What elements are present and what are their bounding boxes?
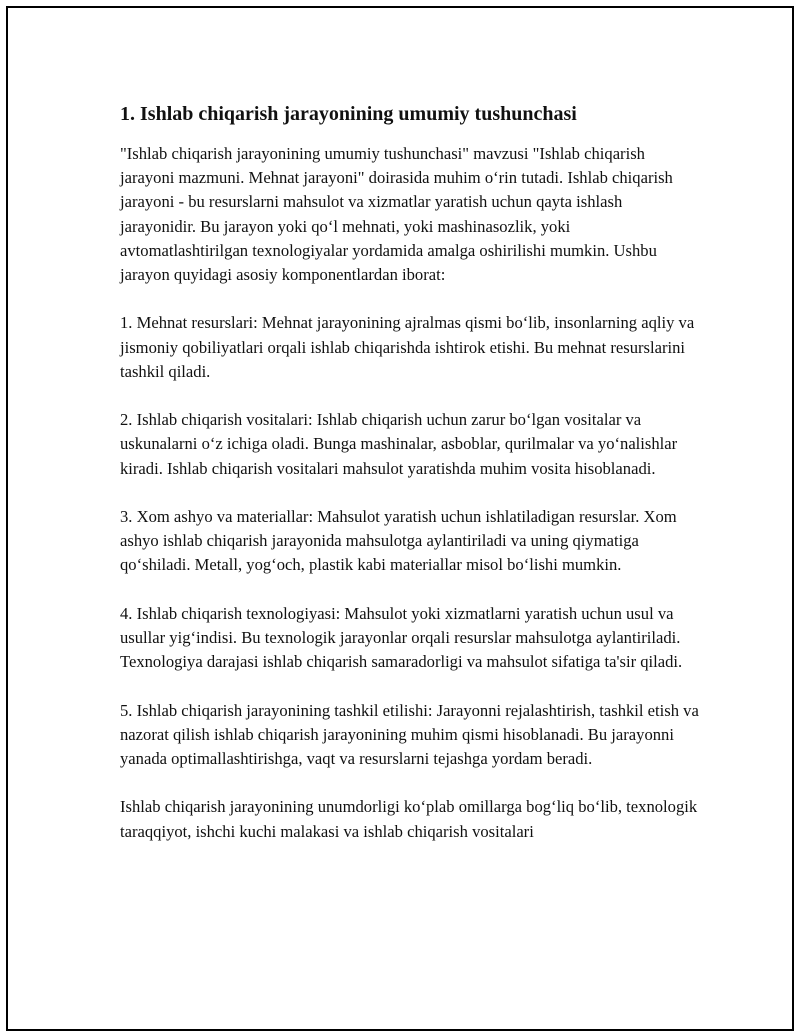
list-item-labor-resources: 1. Mehnat resurslari: Mehnat jarayonining ajralmas qismi bo‘lib, insonlarning aqliy va jismoniy qobiliyatlari orqali ishlab chiqarishda ishtirok etishi. Bu mehnat resurslarini tashkil qiladi. xyxy=(120,313,695,381)
page-frame xyxy=(6,6,794,1031)
document-body xyxy=(120,100,700,868)
list-item-process-organization: 5. Ishlab chiqarish jarayonining tashkil etilishi: Jarayonni rejalashtirish, tashkil etish va nazorat qilish ishlab chiqarish jarayonining muhim qismi hisoblanadi. Bu jarayonni yanada optimallashtirishga, vaqt va resurslarni tejashga yordam beradi. xyxy=(120,700,699,768)
intro-paragraph: "Ishlab chiqarish jarayonining umumiy tushunchasi" mavzusi "Ishlab chiqarish jarayoni mazmuni. Mehnat jarayoni" doirasida muhim o‘rin tutadi. Ishlab chiqarish jarayoni - bu resurslarni mahsulot va xizmatlar yaratish uchun qayta ishlash jarayonidir. Bu jarayon yoki qo‘l mehnati, yoki mashinasozlik, yoki avtomatlashtirilgan texnologiyalar yordamida amalga oshirilishi mumkin. Ushbu jarayon quyidagi asosiy komponentlardan iborat: xyxy=(120,144,673,285)
section-heading: 1. Ishlab chiqarish jarayonining umumiy tushunchasi xyxy=(120,103,577,125)
list-item-production-means: 2. Ishlab chiqarish vositalari: Ishlab chiqarish uchun zarur bo‘lgan vositalar va uskunalarni o‘z ichiga oladi. Bunga mashinalar, asboblar, qurilmalar va yo‘nalishlar kiradi. Ishlab chiqarish vositalari mahsulot yaratishda muhim vosita hisoblanadi. xyxy=(120,410,678,478)
list-item-production-technology: 4. Ishlab chiqarish texnologiyasi: Mahsulot yoki xizmatlarni yaratish uchun usul va usullar yig‘indisi. Bu texnologik jarayonlar orqali resurslar mahsulotga aylantiriladi. Texnologiya darajasi ishlab chiqarish samaradorligi va mahsulot sifatiga ta'sir qiladi. xyxy=(120,603,683,672)
list-item-raw-materials: 3. Xom ashyo va materiallar: Mahsulot yaratish uchun ishlatiladigan resurslar. Xom ashyo ishlab chiqarish jarayonida mahsulotga aylantiriladi va uning qiymatiga qo‘shiladi. Metall, yog‘och, plastik kabi materiallar misol bo‘lishi mumkin. xyxy=(120,507,677,575)
closing-paragraph: Ishlab chiqarish jarayonining unumdorligi ko‘plab omillarga bog‘liq bo‘lib, texnologik taraqqiyot, ishchi kuchi malakasi va ishlab chiqarish vositalari xyxy=(120,797,698,841)
